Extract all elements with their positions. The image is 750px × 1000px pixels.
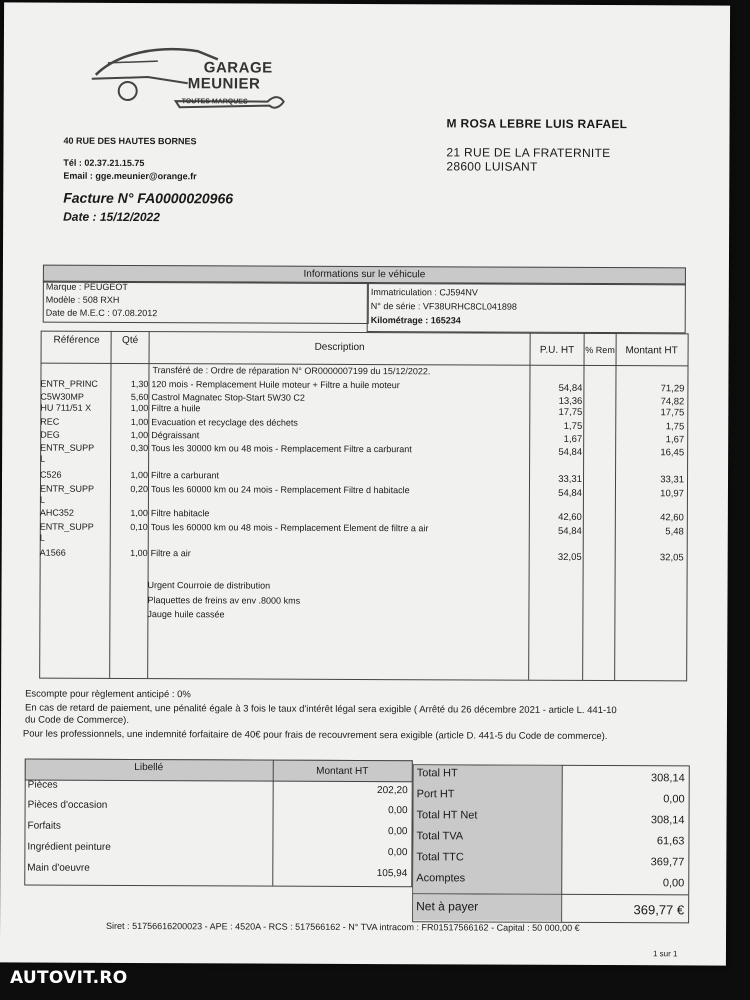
line-reference-cont: L [39, 494, 45, 505]
total-row-value: 0,00 [662, 877, 685, 890]
logo-subtitle-text: TOUTES MARQUES [181, 98, 248, 106]
line-qty: 1,00 [130, 547, 148, 559]
line-description: 120 mois - Remplacement Huile moteur + Filtre a huile moteur [151, 379, 400, 391]
invoice-date: Date : 15/12/2022 [63, 209, 160, 225]
line-description: Tous les 60000 km ou 48 mois - Remplacement Element de filtre a air [150, 522, 429, 534]
transfer-note: Transféré de : Ordre de réparation N° OR0000007199 du 15/12/2022. [152, 365, 431, 377]
professional-fee-text: Pour les professionnels, une indemnité forfaitaire de 40€ pour frais de recouvrement sera exigible (article D. 441-5 du Code de commerce). [22, 728, 608, 743]
line-unit-price: 54,84 [558, 487, 582, 499]
line-amount: 17,75 [660, 407, 685, 419]
vehicle-info-title: Informations sur le véhicule [303, 268, 426, 281]
total-row-value: 308,14 [651, 772, 685, 785]
line-reference: ENTR_SUPP [39, 483, 95, 494]
km-value: 165234 [430, 315, 461, 326]
line-qty: 0,10 [130, 521, 148, 533]
vehicle-brand: Marque : PEUGEOT [45, 281, 128, 292]
line-qty: 0,30 [130, 442, 149, 454]
line-qty: 1,00 [130, 416, 149, 428]
summary-row-value: 0,00 [387, 847, 408, 859]
summary-row-label: Forfaits [27, 820, 61, 832]
line-reference: AHC352 [39, 507, 74, 518]
garage-email: Email : gge.meunier@orange.fr [63, 170, 197, 182]
invoice-page [0, 2, 730, 965]
late-penalty-text: En cas de retard de paiement, une pénalité égale à 3 fois le taux d'intérêt légal sera exigible ( Arrêté du 26 décembre 2021 - article L. 441-10 [24, 702, 617, 717]
col-header-amount: Montant HT [625, 345, 678, 357]
line-unit-price: 17,75 [558, 406, 583, 418]
line-unit-price: 33,31 [558, 473, 583, 485]
client-city: 28600 LUISANT [446, 159, 538, 174]
total-row-value: 61,63 [656, 835, 685, 848]
line-description: Tous les 30000 km ou 48 mois - Remplacement Filtre a carburant [151, 443, 412, 455]
line-amount: 74,82 [660, 396, 685, 408]
note-line: Urgent Courroie de distribution [147, 580, 271, 591]
net-to-pay-value: 369,77 € [633, 902, 685, 918]
line-qty: 0,20 [130, 483, 148, 495]
client-street: 21 RUE DE LA FRATERNITE [446, 145, 611, 161]
vehicle-mec-date: Date de M.E.C : 07.08.2012 [45, 307, 158, 319]
summary-row-label: Pièces [27, 779, 58, 791]
line-unit-price: 13,36 [558, 395, 583, 407]
summary-row-value: 202,20 [377, 785, 408, 797]
note-line: Plaquettes de freins av env .8000 kms [147, 595, 301, 606]
total-row-label: Total TTC [416, 851, 464, 864]
logo-garage-text: GARAGE [203, 59, 273, 77]
autovit-watermark: AUTOVIT.RO [10, 968, 128, 988]
total-row-label: Acomptes [416, 872, 466, 885]
line-qty: 1,00 [130, 507, 148, 519]
vehicle-model: Modèle : 508 RXH [45, 294, 120, 305]
col-header-qty: Qté [122, 334, 139, 347]
line-unit-price: 32,05 [557, 551, 582, 563]
line-description: Castrol Magnatec Stop-Start 5W30 C2 [151, 392, 305, 403]
line-reference: DEG [40, 429, 60, 440]
vehicle-km-label [371, 315, 461, 325]
line-description: Filtre a carburant [151, 470, 220, 481]
total-row-value: 308,14 [650, 814, 685, 827]
line-unit-price: 54,84 [557, 525, 582, 537]
total-row-label: Total HT [416, 767, 458, 780]
total-row-value: 369,77 [650, 856, 685, 869]
col-header-discount: % Rem [585, 344, 615, 356]
line-reference: HU 711/51 X [40, 402, 92, 413]
line-unit-price: 1,67 [563, 433, 583, 445]
discount-text: Escompte pour règlement anticipé : 0% [25, 688, 191, 701]
logo-meunier-text: MEUNIER [187, 75, 261, 93]
summary-row-label: Pièces d'occasion [27, 799, 108, 811]
line-amount: 10,97 [660, 488, 684, 500]
line-description: Filtre habitacle [150, 508, 210, 519]
garage-address: 40 RUE DES HAUTES BORNES [63, 135, 197, 147]
vehicle-plate: Immatriculation : CJ594NV [370, 287, 478, 298]
line-description: Filtre a huile [151, 403, 201, 414]
line-qty: 1,00 [130, 469, 149, 481]
company-legal-footer: Siret : 51756616200023 - APE : 4520A - RCS : 517566162 - N° TVA intracom : FR01517566162 - Capital : 50 000,00 € [106, 920, 580, 933]
garage-phone: Tél : 02.37.21.15.75 [63, 157, 145, 169]
line-reference: A1566 [39, 547, 66, 558]
line-unit-price: 54,84 [558, 382, 583, 394]
line-amount: 16,45 [660, 447, 685, 459]
line-qty: 1,00 [130, 402, 149, 414]
page-number: 1 sur 1 [652, 949, 678, 959]
line-qty: 1,30 [130, 378, 149, 390]
line-unit-price: 42,60 [558, 511, 582, 523]
line-amount: 33,31 [660, 474, 685, 486]
total-row-label: Total HT Net [416, 809, 478, 822]
summary-row-label: Ingrédient peinture [27, 841, 111, 853]
client-name: M ROSA LEBRE LUIS RAFAEL [446, 116, 628, 132]
line-reference: REC [40, 416, 60, 427]
line-description: Evacuation et recyclage des déchets [151, 417, 298, 428]
line-reference: ENTR_SUPP [40, 442, 95, 453]
km-label: Kilométrage : [370, 315, 429, 326]
line-description: Tous les 60000 km ou 24 mois - Remplacement Filtre d habitacle [150, 484, 410, 496]
line-unit-price: 1,75 [563, 420, 583, 432]
col-header-reference: Référence [53, 334, 100, 346]
line-reference: C5W30MP [40, 391, 84, 402]
vehicle-serial: N° de série : VF38URHC8CL041898 [370, 301, 517, 312]
col-header-pu: P.U. HT [539, 344, 575, 356]
line-unit-price: 54,84 [558, 446, 583, 458]
line-amount: 42,60 [660, 512, 684, 524]
line-reference: C526 [40, 469, 62, 480]
late-penalty-text-cont: du Code de Commerce). [24, 714, 130, 726]
col-header-description: Description [314, 341, 365, 353]
line-description: Filtre a air [150, 548, 191, 559]
summary-row-value: 0,00 [387, 826, 408, 838]
summary-header-amount: Montant HT [316, 765, 369, 778]
note-line: Jauge huile cassée [147, 609, 225, 620]
line-reference: ENTR_SUPP [39, 521, 94, 532]
line-amount: 1,67 [665, 434, 685, 446]
line-description: Dégraissant [151, 430, 200, 441]
line-reference: ENTR_PRINC [40, 378, 98, 389]
total-row-value: 0,00 [663, 793, 685, 806]
summary-row-value: 105,94 [376, 868, 408, 880]
summary-row-label: Main d'oeuvre [27, 862, 90, 874]
line-reference-cont: L [39, 532, 45, 543]
line-amount: 32,05 [659, 552, 684, 564]
summary-header-label: Libellé [134, 761, 164, 774]
invoice-number: Facture N° FA0000020966 [63, 189, 234, 207]
line-amount: 1,75 [665, 421, 685, 433]
total-row-label: Port HT [416, 788, 455, 801]
net-to-pay-label: Net à payer [416, 899, 479, 914]
line-amount: 71,29 [660, 383, 685, 395]
line-qty: 1,00 [130, 429, 149, 441]
line-amount: 5,48 [665, 526, 684, 538]
summary-row-value: 0,00 [388, 805, 408, 817]
total-row-label: Total TVA [416, 830, 464, 843]
line-qty: 5,60 [130, 391, 149, 403]
line-reference-cont: L [40, 453, 46, 464]
